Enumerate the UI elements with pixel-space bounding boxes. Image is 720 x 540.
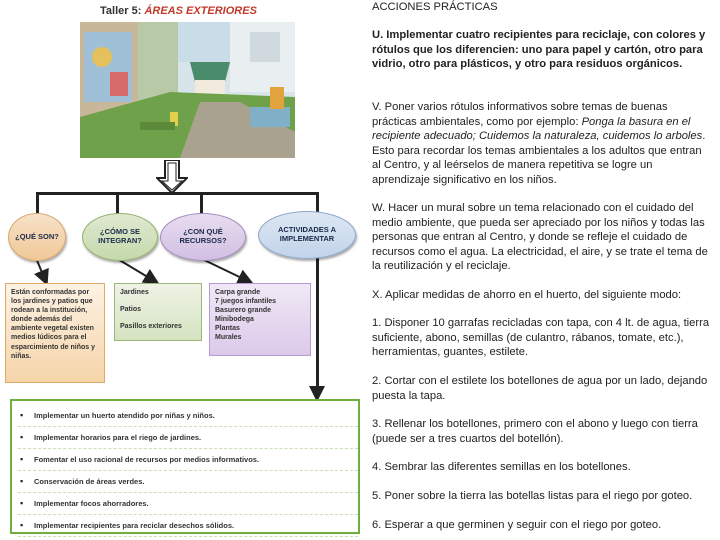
integration-item: Pasillos exteriores [120,323,182,331]
section-heading: ACCIONES PRÁCTICAS [372,1,498,13]
step-6: 6. Esperar a que germinen y seguir con el riego por goteo. [372,519,662,531]
connector-line [36,192,39,214]
down-arrow-icon [156,160,188,194]
connector-line [316,256,319,396]
title-italic: ÁREAS EXTERIORES [144,5,257,17]
oval-how-integrate [82,213,158,261]
activity-item: ▪ Implementar un huerto atendido por niñas y niños. [18,405,358,427]
activities-list-box [10,399,360,534]
activity-item: ▪ Conservación de áreas verdes. [18,471,358,493]
connector-line [116,192,119,214]
resources-box [209,283,311,356]
definition-text: Están conformadas por los jardines y patios que rodean a la institución, donde además del ambiente vegetal existen medios lúdicos para el esparcimiento de niños y niñas. [11,289,96,360]
paragraph-v [372,100,712,188]
resource-item: Basurero grande [215,307,272,315]
connector-line [200,192,203,214]
paragraph-v-italic: Ponga la basura en el recipiente adecuado; Cuidemos la naturaleza, cuidemos lo arboles [372,115,703,143]
activity-item: ▪ Fomentar el uso racional de recursos por medios informativos. [18,449,358,471]
step-5: 5. Poner sobre la tierra las botellas listas para el riego por goteo. [372,490,693,502]
paragraph-w: W. Hacer un mural sobre un tema relacionado con el cuidado del medio ambiente, que pueda ser apreciado por los niños y todas las personas que entran al Centro, y donde se refleje el cuidado de recursos como el agua. La electricidad, el aire, y se trate el tema de la reutilización y el reciclaje. [372,202,708,273]
resource-item: Plantas [215,325,240,333]
oval-activities [258,211,356,259]
step-2: 2. Cortar con el estilete los botellones de agua por un lado, dejando puesta la tapa. [372,375,708,402]
oval-label: ¿CON QUÉ RECURSOS? [179,227,227,245]
paragraph-v-end: . Esto para recordar los temas ambientales a los adultos que entran al Centro, y al leérselos de manera repetitiva se logre un aprendizaje significativo en los niños. [372,130,706,186]
definition-box [5,283,105,383]
title-prefix: Taller 5: [100,5,145,17]
step-1: 1. Disponer 10 garrafas recicladas con tapa, con 4 lt. de agua, tierra suficiente, abono, semillas (de culantro, rábanos, tomate, etc.), herramientas, guantes, estilete. [372,317,710,359]
paragraph-v-start: V. Poner varios rótulos informativos sobre temas de buenas prácticas ambientales, como por ejemplo: [372,101,668,128]
integration-item: Patios [120,306,142,314]
step-3: 3. Rellenar los botellones, primero con el abono y luego con tierra (puede ser a tres cuartos del botellón). [372,418,698,445]
resource-item: Murales [215,334,242,342]
activity-item: ▪ Implementar recipientes para reciclar desechos sólidos. [18,515,358,537]
oval-what-are [8,213,66,261]
resource-item: Minibodega [215,316,254,324]
oval-resources [160,213,246,261]
connector-line [36,192,318,195]
paragraph-u: U. Implementar cuatro recipientes para reciclaje, con colores y rótulos que los diferencien: uno para papel y cartón, otro para vidrio, otro para plásticos, y otro para residuos orgánicos. [372,29,706,71]
activity-item: ▪ Implementar horarios para el riego de jardines. [18,427,358,449]
resource-item: Carpa grande [215,289,261,296]
integration-box [114,283,202,341]
garden-photo [80,22,295,158]
step-4: 4. Sembrar las diferentes semillas en los botellones. [372,461,631,473]
oval-label: ACTIVIDADES A IMPLEMENTAR [277,225,337,243]
oval-label: ¿QUÉ SON? [15,231,59,241]
workshop-title [100,5,257,17]
resource-item: 7 juegos infantiles [215,298,277,306]
oval-label: ¿CÓMO SE INTEGRAN? [98,227,142,245]
integration-item: Jardines [120,289,149,296]
activity-item: ▪ Implementar focos ahorradores. [18,493,358,515]
paragraph-x: X. Aplicar medidas de ahorro en el huerto, del siguiente modo: [372,289,682,301]
